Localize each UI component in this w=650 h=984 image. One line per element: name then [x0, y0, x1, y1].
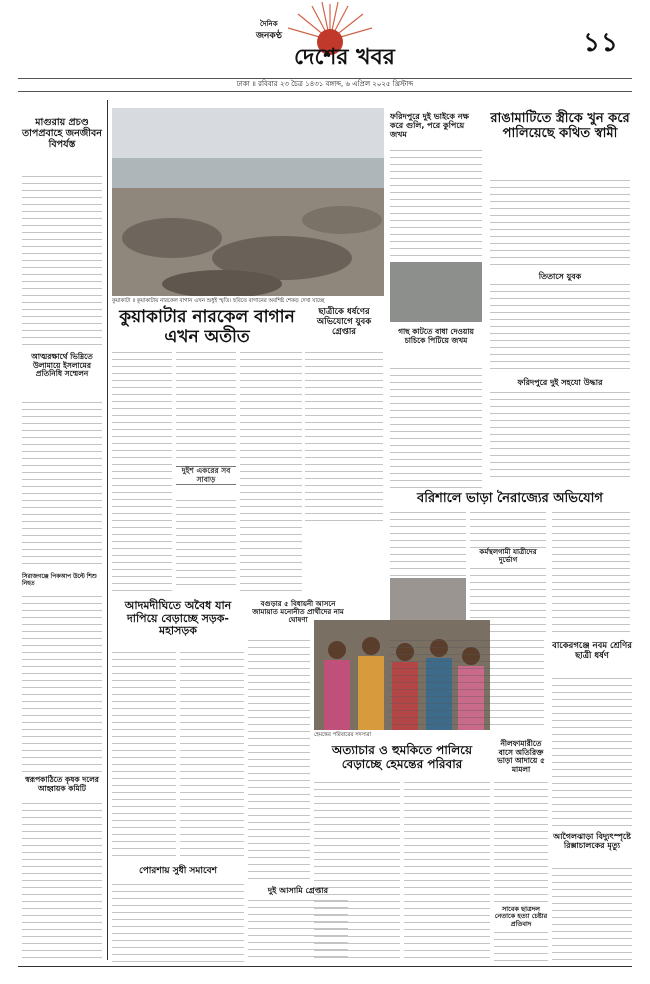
- body-hemanta-col1: [314, 782, 400, 962]
- dateline: ঢাকা ॥ রবিবার ২৩ চৈত্র ১৪৩১ বঙ্গাব্দ, ৬ এপ্রিল ২০২৫ খ্রিস্টাব্দ: [18, 78, 632, 92]
- headline-tree-cutting: গাছ কাটতে বাধা দেওয়ায় চাচিকে পিটিয়ে জখম: [398, 327, 474, 345]
- body-rangamati: [490, 180, 630, 270]
- headline-faridpur-brothers: ফরিদপুরে দুই ভাইকে নক্ষ করে গুলি, পরে কুপিয়ে জখম: [390, 112, 470, 140]
- body-adamdighi-col2: [180, 652, 244, 862]
- headline-rangamati-wife-murder: রাঙামাটিতে স্ত্রীকে খুন করে পালিয়েছে কথিত স্বামী: [490, 111, 630, 141]
- page-number: ১১: [583, 28, 619, 58]
- masthead: [0, 0, 650, 92]
- body-porsha-meeting: [112, 884, 244, 962]
- headline-titas-youth: তিতাসে যুবক: [538, 272, 582, 281]
- brand-small: দৈনিক: [260, 19, 278, 28]
- headline-hemanta-family: অত্যাচার ও হুমকিতে পালিয়ে বেড়াচ্ছে হেমন্তের পরিবার: [331, 743, 473, 771]
- brand-title-text: দেশের খবর: [294, 44, 395, 70]
- headline-ex-chhatradal-attack: সাবেক ছাত্রদল নেতাকে হত্যা চেষ্টার প্রতিবাদ: [494, 905, 548, 928]
- body-sirajganj-pickup: [22, 596, 102, 772]
- body-adamdighi-col1: [112, 652, 176, 862]
- body-titas-youth: [490, 284, 630, 374]
- body-kuakata-col1: [112, 352, 172, 592]
- headline-two-accused-arrested: দুই আসামি গ্রেপ্তার: [267, 886, 329, 895]
- headline-nilphamari-bus: নীলফামারীতে বাসে অতিরিক্ত ভাড়া আদায়ে ৫ মামলা: [497, 739, 545, 774]
- body-faridpur-rescue: [490, 392, 630, 482]
- body-barishal-col2: [470, 512, 546, 636]
- body-kuakata-col2: [176, 352, 236, 462]
- body-hemanta-col2: [404, 782, 490, 962]
- headline-sirajganj-pickup: সিরাজগঞ্জে পিকআপ উল্টে শিশু নিহত: [22, 574, 97, 587]
- headline-bogura-jamaat: বগুড়ার ৫ বিধায়নী আসনে জামায়াত মনোনীত প্রার্থীদের নাম ঘোষণা: [252, 600, 344, 625]
- body-kuakata-col4: [240, 352, 302, 592]
- photo-kuakata-beach: [112, 108, 384, 296]
- headline-ulama-conference: আত্মরক্ষার্থে ভিম্নিতে উলামায়ে ইসলামের প্রতিনিধি সম্মেলন: [31, 352, 93, 379]
- body-bakerganj-rape: [552, 678, 632, 828]
- caption-kuakata-photo: কুয়াকাটা ॥ কুয়াকাটায় নারকেল বাগান এখন শুধুই স্মৃতি। ছবিতে বাগানের অবশিষ্ট শেকড় দেখা যাচ্ছে: [112, 298, 325, 304]
- body-tree-cutting: [390, 368, 482, 488]
- body-swarupkathi-krishak: [22, 803, 102, 963]
- pull-quote-two-hundred-acres: দুইশ একরের সব সাবাড়: [176, 466, 236, 485]
- brand-title: [254, 19, 444, 72]
- body-bogura-jamaat: [248, 640, 310, 880]
- headline-barishal-fare: বরিশালে ভাড়া নৈরাজ্যের অভিযোগ: [417, 491, 603, 506]
- page-bottom-rule: [18, 966, 632, 967]
- beach-photo-illustration: [112, 108, 384, 296]
- body-magura-heat: [22, 176, 102, 346]
- body-nilphamari-bus: [494, 782, 548, 902]
- body-agailjhara: [552, 868, 632, 962]
- headline-kuakata-coconut: কুয়াকাটার নারকেল বাগান এখন অতীত: [119, 307, 295, 347]
- headline-adamdighi-vehicles: আদমদীঘিতে অবৈধ যান দাপিয়ে বেড়াচ্ছে সড়ক- মহাসড়ক: [124, 599, 232, 638]
- caption-hemanta-photo: হেমন্তের পরিবারের সদস্যরা: [314, 732, 372, 738]
- body-faridpur-brothers: [390, 150, 482, 260]
- headline-magura-heat: মাগুরায় প্রচণ্ড তাপপ্রবাহে জনজীবন বিপর্যস্ত: [22, 117, 102, 150]
- headline-swarupkathi-krishak: স্বরূপকাঠিতে কৃষক দলের আহ্বায়ক কমিটি: [25, 775, 99, 793]
- headline-agailjhara-electrocution: আগৈলঝাড়া বিদ্যুৎস্পৃষ্টে রিক্সাচালকের মৃত্যু: [553, 832, 631, 851]
- pull-quote-commuters: কর্মস্থলগামী যাত্রীদের দুর্ভোগ: [470, 548, 546, 564]
- body-ulama-conference: [22, 402, 102, 567]
- brand-small-2: জনকণ্ঠ: [256, 31, 282, 41]
- headline-student-rape-arrest: ছাত্রীকে ধর্ষণের অভিযোগে যুবক গ্রেপ্তার: [316, 307, 372, 337]
- body-kuakata-col3: [176, 500, 236, 590]
- body-barishal-col3: [552, 512, 630, 636]
- body-barishal-bottom: [390, 640, 544, 730]
- headline-bakerganj-rape: বাকেরগঞ্জে নবম শ্রেণির ছাত্রী ধর্ষণ: [552, 641, 632, 661]
- body-ex-chhatradal: [494, 932, 548, 962]
- column-divider: [107, 100, 108, 960]
- headline-porsha-meeting: পোরশায় সুধী সমাবেশ: [139, 866, 217, 876]
- headline-faridpur-rescue: ফরিদপুরে দুই সহযো উদ্ধার: [517, 378, 603, 387]
- photo-faridpur: [390, 262, 482, 322]
- body-student-rape-arrest: [305, 352, 383, 522]
